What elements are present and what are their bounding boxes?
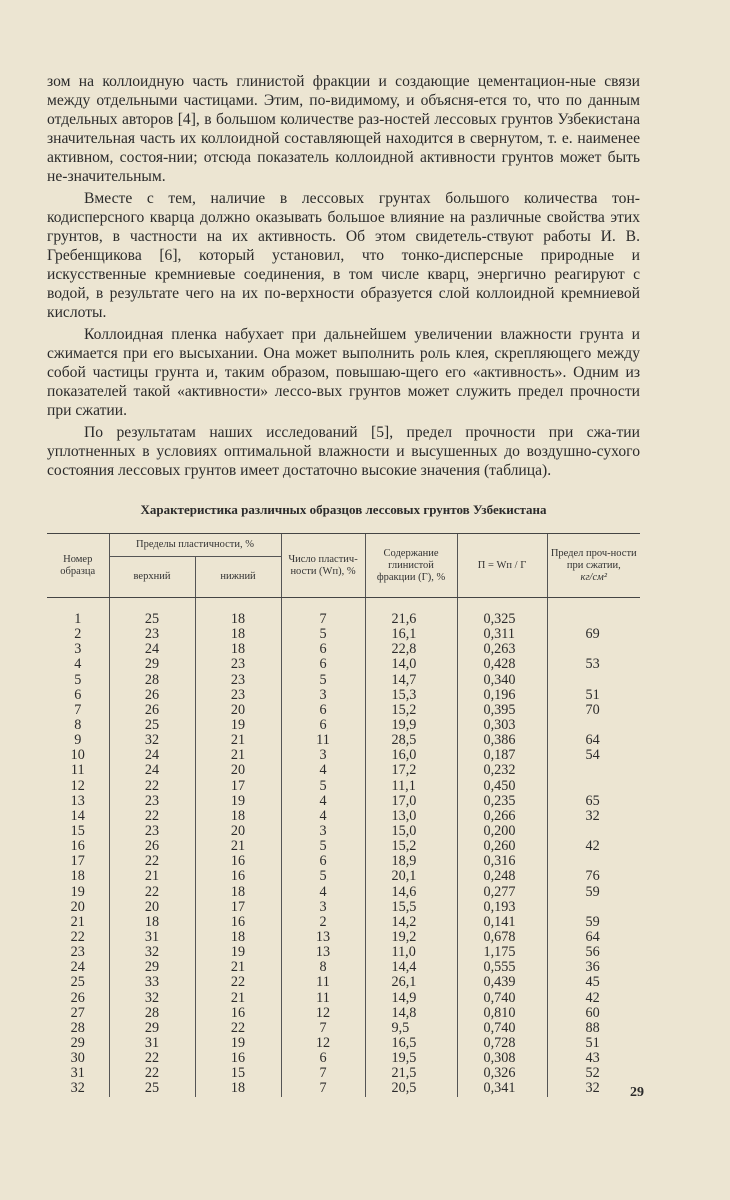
cell-sample: 10 [70,747,85,764]
cell-strength [547,824,640,839]
cell-lower: 18 [195,809,281,824]
cell-ratio: 0,428 [457,657,547,672]
cell-strength [547,854,640,869]
cell-upper: 33 [109,975,195,990]
cell-strength [547,673,640,688]
cell-ratio: 0,196 [457,688,547,703]
cell-lower: 16 [195,869,281,884]
table-row [47,733,640,748]
table-row [47,915,640,930]
cell-plasticity: 3 [281,748,365,763]
cell-clay: 14,6 [365,885,457,900]
cell-clay: 28,5 [365,733,457,748]
cell-upper: 31 [109,1036,195,1051]
cell-ratio: 0,311 [457,627,547,642]
cell-strength: 65 [547,794,640,809]
cell-clay: 15,3 [365,688,457,703]
cell-lower: 20 [195,763,281,778]
table-row [47,960,640,975]
cell-lower: 18 [195,1081,281,1096]
cell-lower: 19 [195,945,281,960]
cell-clay: 15,5 [365,900,457,915]
cell-sample: 12 [70,777,85,794]
cell-clay: 16,0 [365,748,457,763]
cell-upper: 31 [109,930,195,945]
header-ratio: П = Wп / Г [457,534,547,598]
cell-upper: 26 [109,703,195,718]
cell-clay: 18,9 [365,854,457,869]
cell-lower: 20 [195,703,281,718]
table-caption: Характеристика различных образцов лессовых грунтов Узбекистана [140,502,547,517]
cell-ratio: 0,303 [457,718,547,733]
cell-clay: 14,0 [365,657,457,672]
cell-lower: 18 [195,627,281,642]
cell-lower: 15 [195,1066,281,1081]
cell-upper: 32 [109,991,195,1006]
cell-strength: 32 [547,809,640,824]
table-body [47,598,640,1097]
cell-lower: 18 [195,930,281,945]
cell-sample: 27 [70,1004,85,1021]
cell-upper: 24 [109,763,195,778]
cell-upper: 23 [109,627,195,642]
cell-clay: 19,5 [365,1051,457,1066]
cell-plasticity: 3 [281,688,365,703]
table-row [47,1051,640,1066]
cell-lower: 19 [195,718,281,733]
cell-sample: 5 [74,671,82,688]
cell-lower: 23 [195,657,281,672]
cell-clay: 11,1 [365,779,457,794]
cell-strength: 69 [547,627,640,642]
cell-strength: 70 [547,703,640,718]
cell-clay: 16,5 [365,1036,457,1051]
cell-clay: 14,9 [365,991,457,1006]
cell-sample: 9 [74,732,82,749]
cell-lower: 19 [195,1036,281,1051]
cell-ratio: 0,263 [457,642,547,657]
cell-strength [547,779,640,794]
table-row [47,975,640,990]
cell-lower: 17 [195,779,281,794]
header-plasticity-limits: Пределы пластичности, % [109,534,281,557]
cell-upper: 29 [109,960,195,975]
cell-sample: 11 [70,762,85,779]
cell-ratio: 0,340 [457,673,547,688]
cell-plasticity: 11 [281,733,365,748]
cell-ratio: 0,386 [457,733,547,748]
cell-lower: 21 [195,839,281,854]
cell-plasticity: 5 [281,839,365,854]
cell-upper: 20 [109,900,195,915]
cell-sample: 22 [70,929,85,946]
table-row [47,1021,640,1036]
cell-plasticity: 11 [281,975,365,990]
cell-ratio: 0,235 [457,794,547,809]
cell-ratio: 0,740 [457,1021,547,1036]
cell-plasticity: 13 [281,930,365,945]
cell-plasticity: 6 [281,657,365,672]
cell-upper: 25 [109,598,195,628]
cell-strength: 59 [547,885,640,900]
cell-clay: 17,2 [365,763,457,778]
cell-ratio: 0,266 [457,809,547,824]
table-row [47,642,640,657]
cell-ratio: 0,555 [457,960,547,975]
cell-clay: 13,0 [365,809,457,824]
cell-lower: 21 [195,748,281,763]
cell-clay: 19,2 [365,930,457,945]
cell-plasticity: 7 [281,598,365,628]
cell-upper: 32 [109,945,195,960]
cell-upper: 22 [109,1051,195,1066]
cell-ratio: 0,439 [457,975,547,990]
table-row [47,657,640,672]
cell-ratio: 0,728 [457,1036,547,1051]
cell-lower: 21 [195,991,281,1006]
cell-lower: 19 [195,794,281,809]
cell-upper: 24 [109,748,195,763]
cell-strength [547,718,640,733]
cell-sample: 17 [70,853,85,870]
cell-strength: 32 [547,1081,640,1096]
cell-upper: 23 [109,824,195,839]
table-row [47,763,640,778]
cell-strength: 64 [547,733,640,748]
cell-ratio: 0,277 [457,885,547,900]
cell-clay: 16,1 [365,627,457,642]
cell-upper: 22 [109,854,195,869]
cell-plasticity: 5 [281,673,365,688]
cell-plasticity: 12 [281,1036,365,1051]
cell-sample: 26 [70,989,85,1006]
cell-ratio: 0,326 [457,1066,547,1081]
cell-ratio: 0,325 [457,598,547,628]
cell-clay: 17,0 [365,794,457,809]
cell-upper: 23 [109,794,195,809]
header-lower: нижний [195,557,281,598]
cell-upper: 26 [109,688,195,703]
cell-ratio: 0,341 [457,1081,547,1096]
table-row [47,1036,640,1051]
table-row [47,598,640,628]
cell-lower: 18 [195,885,281,900]
cell-sample: 15 [70,823,85,840]
cell-strength: 59 [547,915,640,930]
cell-lower: 23 [195,688,281,703]
cell-upper: 18 [109,915,195,930]
cell-plasticity: 7 [281,1021,365,1036]
cell-strength: 56 [547,945,640,960]
cell-upper: 26 [109,839,195,854]
data-table [47,533,640,1097]
cell-sample: 30 [70,1050,85,1067]
cell-plasticity: 6 [281,642,365,657]
cell-ratio: 0,450 [457,779,547,794]
table-row [47,1006,640,1021]
cell-sample: 8 [74,717,82,734]
cell-lower: 16 [195,915,281,930]
cell-plasticity: 6 [281,718,365,733]
table-row [47,809,640,824]
cell-sample: 7 [74,701,82,718]
cell-plasticity: 4 [281,763,365,778]
cell-clay: 11,0 [365,945,457,960]
cell-lower: 22 [195,1021,281,1036]
cell-plasticity: 4 [281,794,365,809]
cell-plasticity: 3 [281,900,365,915]
cell-upper: 25 [109,718,195,733]
cell-plasticity: 6 [281,1051,365,1066]
paragraph: Вместе с тем, наличие в лессовых грунтах большого количества тон-кодисперсного кварца должно оказывать большое влияние на различные свойства этих грунтов, в частности на их активность. Об этом свидетель-ствуют работы И. В. Гребенщикова [6], который установил, что тонко-дисперсные природные и искусственные кремниевые соединения, в том числе кварц, энергично реагируют с водой, в результате чего на их по-верхности образуется слой коллоидной кремниевой кислоты. [47,190,640,321]
cell-plasticity: 5 [281,869,365,884]
cell-plasticity: 8 [281,960,365,975]
cell-plasticity: 6 [281,703,365,718]
cell-strength: 51 [547,688,640,703]
cell-plasticity: 5 [281,779,365,794]
cell-plasticity: 3 [281,824,365,839]
cell-ratio: 0,248 [457,869,547,884]
paragraph: Коллоидная пленка набухает при дальнейшем увеличении влажности грунта и сжимается при его высыхании. Она может выполнить роль клея, скрепляющего между собой частицы грунта и, таким образом, повышаю-щего его «активность». Одним из показателей такой «активности» лессо-вых грунтов может служить предел прочности при сжатии. [47,326,640,419]
cell-lower: 18 [195,642,281,657]
cell-strength: 64 [547,930,640,945]
cell-upper: 22 [109,1066,195,1081]
cell-upper: 21 [109,869,195,884]
table-row [47,1081,640,1096]
table-row [47,839,640,854]
cell-sample: 18 [70,868,85,885]
cell-sample: 28 [70,1019,85,1036]
cell-clay: 14,4 [365,960,457,975]
table-row [47,703,640,718]
header-strength-label: Предел проч-ности при сжатии, [550,547,637,571]
table-row [47,688,640,703]
cell-sample: 16 [70,838,85,855]
cell-sample: 25 [70,974,85,991]
cell-ratio: 0,141 [457,915,547,930]
cell-ratio: 0,200 [457,824,547,839]
cell-clay: 26,1 [365,975,457,990]
cell-strength: 54 [547,748,640,763]
table-row [47,930,640,945]
cell-strength: 36 [547,960,640,975]
cell-sample: 1 [74,611,82,628]
cell-upper: 29 [109,657,195,672]
cell-upper: 24 [109,642,195,657]
cell-upper: 22 [109,779,195,794]
paragraph: По результатам наших исследований [5], предел прочности при сжа-тии уплотненных в условиях оптимальной влажности и высушенных до воздушно-сухого состояния лессовых грунтов имеет достаточно высокие значения (таблица). [47,424,640,479]
cell-lower: 16 [195,1006,281,1021]
paragraph: зом на коллоидную часть глинистой фракции и создающие цементацион-ные связи между отдельными частицами. Этим, по-видимому, и объясня-ется то, что по данным отдельных авторов [4], в большом количестве раз-ностей лессовых грунтов Узбекистана значительная часть их коллоидной составляющей находится в свернутом, т. е. наименее активном, состоя-нии; отсюда показатель коллоидной активности грунтов может быть не-значительным. [47,73,640,185]
table-row [47,748,640,763]
cell-ratio: 0,316 [457,854,547,869]
cell-lower: 23 [195,673,281,688]
header-sample: Номер образца [47,534,109,598]
cell-ratio: 0,740 [457,991,547,1006]
cell-lower: 21 [195,733,281,748]
cell-clay: 14,2 [365,915,457,930]
cell-clay: 19,9 [365,718,457,733]
cell-lower: 18 [195,598,281,628]
cell-plasticity: 13 [281,945,365,960]
cell-strength: 45 [547,975,640,990]
cell-plasticity: 7 [281,1081,365,1096]
cell-upper: 28 [109,1006,195,1021]
cell-plasticity: 11 [281,991,365,1006]
cell-strength [547,900,640,915]
cell-ratio: 0,260 [457,839,547,854]
table-row [47,718,640,733]
cell-upper: 28 [109,673,195,688]
cell-strength: 88 [547,1021,640,1036]
cell-ratio: 0,810 [457,1006,547,1021]
cell-sample: 2 [74,626,82,643]
header-strength-unit: кг/см² [580,571,607,583]
table-row [47,885,640,900]
cell-strength: 42 [547,839,640,854]
table-row [47,945,640,960]
cell-strength [547,763,640,778]
cell-sample: 21 [70,913,85,930]
cell-ratio: 1,175 [457,945,547,960]
cell-clay: 15,2 [365,839,457,854]
cell-plasticity: 12 [281,1006,365,1021]
cell-strength: 42 [547,991,640,1006]
table-row [47,854,640,869]
header-plasticity-number: Число пластич-ности (Wп), % [281,534,365,598]
cell-ratio: 0,395 [457,703,547,718]
table-row [47,779,640,794]
cell-lower: 21 [195,960,281,975]
cell-sample: 23 [70,944,85,961]
cell-strength [547,642,640,657]
cell-clay: 20,1 [365,869,457,884]
table-row [47,794,640,809]
table-row [47,900,640,915]
cell-strength [547,598,640,628]
page-number: 29 [630,1085,644,1100]
header-clay-content: Содержание глинистой фракции (Г), % [365,534,457,598]
cell-sample: 20 [70,898,85,915]
cell-plasticity: 5 [281,627,365,642]
cell-strength: 52 [547,1066,640,1081]
cell-lower: 16 [195,1051,281,1066]
cell-clay: 9,5 [365,1021,457,1036]
cell-lower: 20 [195,824,281,839]
cell-sample: 3 [74,641,82,658]
cell-ratio: 0,308 [457,1051,547,1066]
cell-ratio: 0,187 [457,748,547,763]
cell-upper: 32 [109,733,195,748]
cell-plasticity: 2 [281,915,365,930]
cell-lower: 22 [195,975,281,990]
cell-strength: 53 [547,657,640,672]
cell-sample: 31 [70,1065,85,1082]
cell-upper: 25 [109,1081,195,1096]
cell-clay: 22,8 [365,642,457,657]
header-upper: верхний [109,557,195,598]
cell-ratio: 0,232 [457,763,547,778]
cell-plasticity: 4 [281,809,365,824]
table-row [47,824,640,839]
table-row [47,869,640,884]
cell-sample: 4 [74,656,82,673]
cell-clay: 14,7 [365,673,457,688]
cell-clay: 21,6 [365,598,457,628]
cell-strength: 76 [547,869,640,884]
cell-plasticity: 4 [281,885,365,900]
cell-strength: 60 [547,1006,640,1021]
table-row [47,991,640,1006]
cell-plasticity: 6 [281,854,365,869]
cell-upper: 29 [109,1021,195,1036]
cell-sample: 13 [70,792,85,809]
cell-clay: 14,8 [365,1006,457,1021]
cell-sample: 14 [70,807,85,824]
cell-sample: 6 [74,686,82,703]
cell-strength: 43 [547,1051,640,1066]
cell-clay: 15,2 [365,703,457,718]
cell-strength: 51 [547,1036,640,1051]
cell-upper: 22 [109,809,195,824]
cell-upper: 22 [109,885,195,900]
cell-clay: 20,5 [365,1081,457,1096]
header-strength [547,534,640,598]
cell-sample: 24 [70,959,85,976]
cell-sample: 32 [70,1080,85,1097]
cell-sample: 19 [70,883,85,900]
cell-lower: 16 [195,854,281,869]
cell-ratio: 0,193 [457,900,547,915]
cell-clay: 21,5 [365,1066,457,1081]
table-row [47,1066,640,1081]
table-row [47,627,640,642]
table-row [47,673,640,688]
cell-lower: 17 [195,900,281,915]
cell-ratio: 0,678 [457,930,547,945]
cell-clay: 15,0 [365,824,457,839]
cell-plasticity: 7 [281,1066,365,1081]
cell-sample: 29 [70,1035,85,1051]
body-text [47,72,640,480]
